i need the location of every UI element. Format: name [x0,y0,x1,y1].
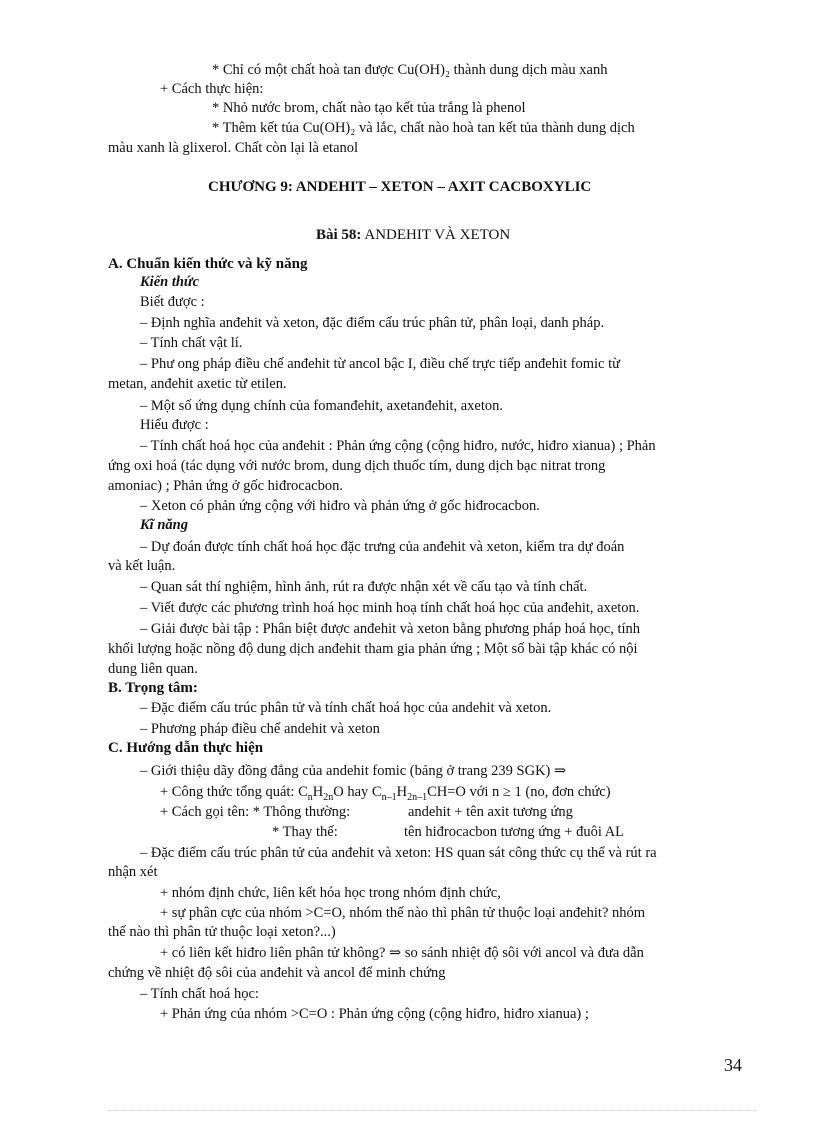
text-line: – Tính chất vật lí. [140,335,243,351]
text-line: – Một số ứng dụng chính của fomanđehit, axetanđehit, axeton. [140,398,504,414]
text-line: – Đặc điểm cấu trúc phân tử của anđehit và xeton: HS quan sát công thức cụ thể và rút ra [140,845,657,861]
text-line: * Thay thế: [272,824,338,840]
text-line: – Đặc điểm cấu trúc phân tử và tính chất hoá học của andehit và xeton. [140,700,552,716]
subheading-ki-nang: Kĩ năng [140,517,188,533]
text-line: metan, anđehit axetic từ etilen. [108,376,287,392]
section-c-heading: C. Hướng dẫn thực hiện [108,740,264,756]
text-line: * Nhỏ nước brom, chất nào tạo kết tủa trắng là phenol [212,100,526,116]
text-line: – Xeton có phản ứng cộng với hiđro và phản ứng ở gốc hiđrocacbon. [140,498,540,514]
subheading-kien-thuc: Kiến thức [140,274,200,290]
text-line: + có liên kết hiđro liên phân tử không? ⇒ so sánh nhiệt độ sôi với ancol và đưa dẫn [160,945,644,961]
text-line: Biết được : [140,294,205,310]
section-b-heading: B. Trọng tâm: [108,680,198,696]
text-line: + sự phân cực của nhóm >C=O, nhóm thế nào thì phân tử thuộc loại anđehit? nhóm [160,905,646,921]
text-line: tên hiđrocacbon tương ứng + đuôi AL [404,824,625,840]
text-line: – Tính chất hoá học: [140,986,259,1002]
text-line: * Thêm kết tủa Cu(OH)₂ và lắc, chất nào hoà tan kết tủa thành dung dịch [212,120,635,136]
page-bottom-rule [108,1110,756,1111]
text-line: – Định nghĩa anđehit và xeton, đặc điểm cấu trúc phân tử, phân loại, danh pháp. [140,315,605,331]
text-line: amoniac) ; Phản ứng ở gốc hiđrocacbon. [108,478,343,494]
text-line: – Dự đoán được tính chất hoá học đặc trưng của anđehit và xeton, kiểm tra dự đoán [140,539,625,555]
text-line: – Phương pháp điều chế andehit và xeton [140,721,380,737]
text-line: thế nào thì phân tử thuộc loại xeton?...) [108,924,336,940]
lesson-number: Bài 58: [316,227,362,243]
text-line: ứng oxi hoá (tác dụng với nước brom, dung dịch thuốc tím, dung dịch bạc nitrat trong [108,458,606,474]
text-line: dung liên quan. [108,661,198,677]
text-line: màu xanh là glixerol. Chất còn lại là etanol [108,140,359,156]
text-line: khối lượng hoặc nồng độ dung dịch anđehit tham gia phản ứng ; Một số bài tập khác có nội [108,641,638,657]
text-line: – Quan sát thí nghiệm, hình ảnh, rút ra được nhận xét về cấu tạo và tính chất. [140,579,588,595]
text-line: andehit + tên axit tương ứng [408,804,573,820]
formula-line: + Công thức tổng quát: $C_nH_{2n}O$ hay $C_{n-1}H_{2n-1}CH=O$ với n ≥ 1 (no, đơn chức) [160,784,611,803]
text-line: + nhóm định chức, liên kết hóa học trong nhóm định chức, [160,885,501,901]
text-line: – Giải được bài tập : Phân biệt được anđehit và xeton bằng phương pháp hoá học, tính [140,621,640,637]
text-line: chứng về nhiệt độ sôi của anđehit và ancol để minh chứng [108,965,446,981]
text-line: + Cách thực hiện: [160,81,264,97]
text-line: – Tính chất hoá học của anđehit : Phản ứng cộng (cộng hiđro, nước, hiđro xianua) ; Phản [140,438,656,454]
section-a-heading: A. Chuẩn kiến thức và kỹ năng [108,256,308,272]
text-line: + Phản ứng của nhóm >C=O : Phản ứng cộng (cộng hiđro, hiđro xianua) ; [160,1006,589,1022]
lesson-name: ANDEHIT VÀ XETON [364,227,511,243]
text-line: + Cách gọi tên: * Thông thường: [160,804,351,820]
text-line: – Viết được các phương trình hoá học minh hoạ tính chất hoá học của anđehit, axeton. [140,600,640,616]
page-number: 34 [724,1055,742,1075]
text-line: nhận xét [108,864,158,880]
text-line: Hiểu được : [140,417,209,433]
chapter-title: CHƯƠNG 9: ANDEHIT – XETON – AXIT CACBOXYLIC [208,179,592,195]
text-line: và kết luận. [108,558,176,574]
text-line: – Phư ong pháp điều chế anđehit từ ancol bậc I, điều chế trực tiếp anđehit fomic từ [140,356,620,372]
text-line: – Giới thiệu dãy đồng đẳng của andehit fomic (bảng ở trang 239 SGK) ⇒ [140,763,567,779]
lesson-title [316,225,510,245]
text-line: * Chỉ có một chất hoà tan được Cu(OH)₂ thành dung dịch màu xanh [212,62,608,78]
